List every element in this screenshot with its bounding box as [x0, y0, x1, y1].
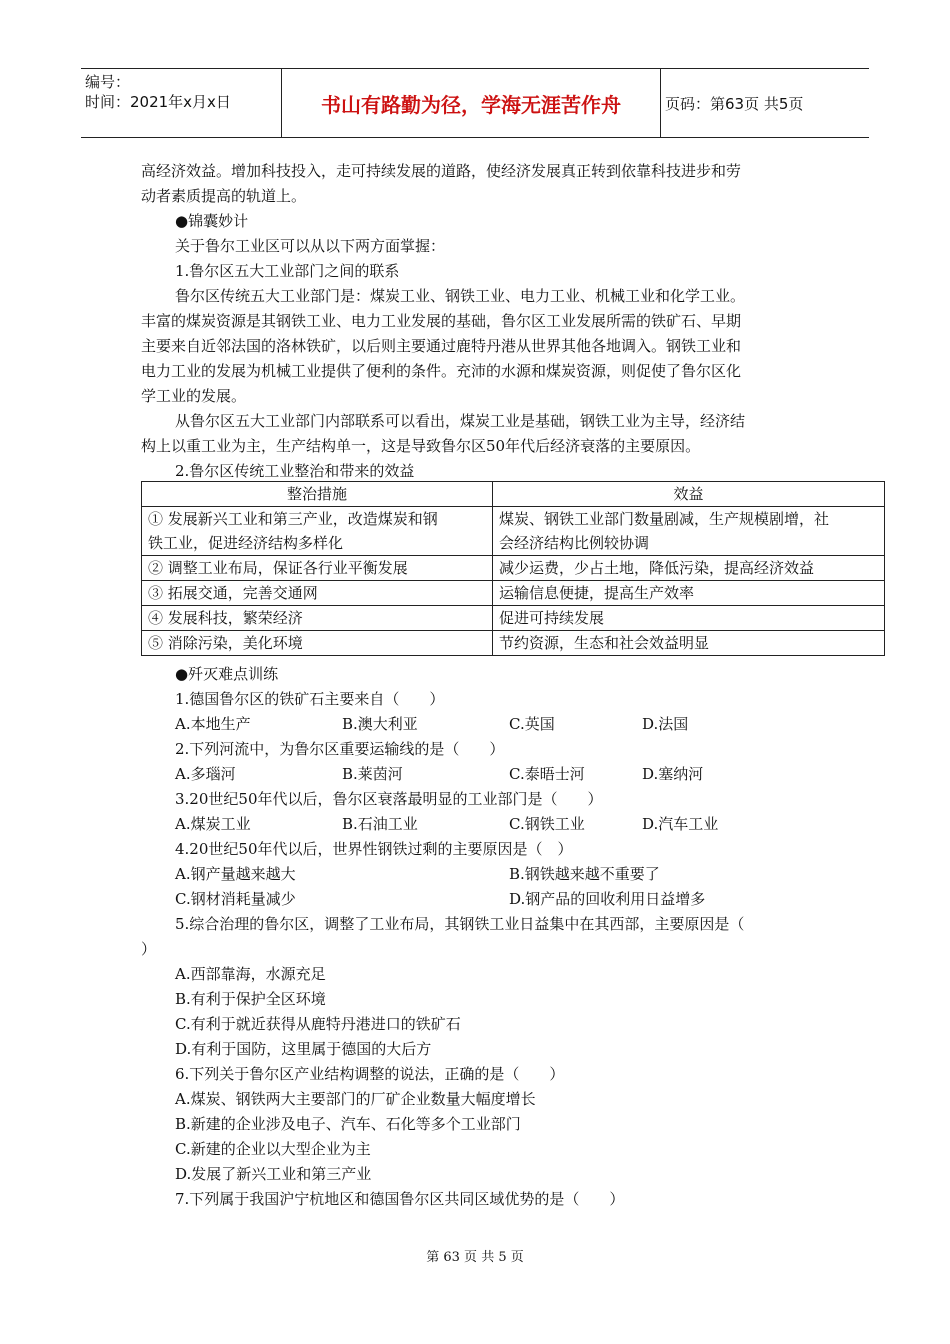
measures-table [141, 481, 885, 656]
table-cell-benefit: 运输信息便捷，提高生产效率 [493, 581, 885, 606]
table-row [142, 606, 885, 631]
subheading: 2.鲁尔区传统工业整治和带来的效益 [175, 462, 415, 480]
section-heading: ●歼灭难点训练 [175, 665, 279, 683]
option-d: D.钢产品的回收利用日益增多 [509, 890, 706, 908]
question-stem: 4.20世纪50年代以后，世界性钢铁过剩的主要原因是（ ） [175, 840, 573, 858]
option-a: A.西部靠海，水源充足 [175, 965, 326, 983]
option-d: D.塞纳河 [642, 765, 704, 783]
table-cell-benefit: 减少运费，少占土地，降低污染，提高经济效益 [493, 556, 885, 581]
option-c: C.泰晤士河 [509, 765, 585, 783]
option-a: A.煤炭、钢铁两大主要部门的厂矿企业数量大幅度增长 [175, 1090, 536, 1108]
table-row [142, 581, 885, 606]
table-header-cell: 效益 [493, 482, 885, 507]
option-d: D.有利于国防，这里属于德国的大后方 [175, 1040, 432, 1058]
table-cell-measure: ② 调整工业布局，保证各行业平衡发展 [142, 556, 493, 581]
time-label: 时间：2021年x月x日 [85, 93, 231, 111]
page-footer: 第 63 页 共 5 页 [426, 1250, 524, 1265]
question-stem: 1.德国鲁尔区的铁矿石主要来自（ ） [175, 690, 445, 708]
paragraph-line: 丰富的煤炭资源是其钢铁工业、电力工业发展的基础，鲁尔区工业发展所需的铁矿石、早期 [141, 312, 742, 330]
option-d: D.法国 [642, 715, 689, 733]
question-stem: 7.下列属于我国沪宁杭地区和德国鲁尔区共同区域优势的是（ ） [175, 1190, 625, 1208]
table-header-row [142, 482, 885, 507]
motto: 书山有路勤为径，学海无涯苦作舟 [281, 69, 661, 137]
table-header-cell: 整治措施 [142, 482, 493, 507]
option-c: C.钢材消耗量减少 [175, 890, 296, 908]
cell-line: ① 发展新兴工业和第三产业，改造煤炭和钢 [148, 510, 438, 528]
question-stem-continuation: ） [141, 940, 157, 958]
paragraph-line: 主要来自近邻法国的洛林铁矿，以后则主要通过鹿特丹港从世界其他各地调入。钢铁工业和 [141, 337, 742, 355]
number-label: 编号： [85, 73, 131, 91]
cell-line: 铁工业，促进经济结构多样化 [148, 534, 344, 552]
subheading: 1.鲁尔区五大工业部门之间的联系 [175, 262, 400, 280]
question-stem: 3.20世纪50年代以后，鲁尔区衰落最明显的工业部门是（ ） [175, 790, 603, 808]
question-stem: 6.下列关于鲁尔区产业结构调整的说法，正确的是（ ） [175, 1065, 565, 1083]
paragraph-line: 动者素质提高的轨道上。 [141, 187, 307, 205]
header-meta [81, 69, 281, 137]
option-b: B.澳大利亚 [342, 715, 418, 733]
option-c: C.英国 [509, 715, 555, 733]
paragraph-line: 鲁尔区传统五大工业部门是：煤炭工业、钢铁工业、电力工业、机械工业和化学工业。 [175, 287, 746, 305]
question-stem: 2.下列河流中，为鲁尔区重要运输线的是（ ） [175, 740, 505, 758]
question-stem: 5.综合治理的鲁尔区，调整了工业布局，其钢铁工业日益集中在其西部，主要原因是（ [175, 915, 745, 933]
table-cell-measure: ④ 发展科技，繁荣经济 [142, 606, 493, 631]
page-label: 页码：第63页 共5页 [665, 95, 804, 113]
cell-line: 煤炭、钢铁工业部门数量剧减，生产规模剧增，社 [499, 510, 830, 528]
table-row [142, 507, 885, 556]
paragraph-line: 高经济效益。增加科技投入，走可持续发展的道路，使经济发展真正转到依靠科技进步和劳 [141, 162, 742, 180]
paragraph-line: 电力工业的发展为机械工业提供了便利的条件。充沛的水源和煤炭资源，则促使了鲁尔区化 [141, 362, 742, 380]
page-header [81, 68, 869, 138]
option-c: C.有利于就近获得从鹿特丹港进口的铁矿石 [175, 1015, 461, 1033]
option-d: D.发展了新兴工业和第三产业 [175, 1165, 372, 1183]
paragraph-line: 从鲁尔区五大工业部门内部联系可以看出，煤炭工业是基础，钢铁工业为主导，经济结 [175, 412, 746, 430]
table-row [142, 556, 885, 581]
option-c: C.钢铁工业 [509, 815, 585, 833]
section-heading: ●锦囊妙计 [175, 212, 249, 230]
table-cell-measure: ③ 拓展交通，完善交通网 [142, 581, 493, 606]
table-row [142, 631, 885, 656]
paragraph-line: 构上以重工业为主，生产结构单一，这是导致鲁尔区50年代后经济衰落的主要原因。 [141, 437, 701, 455]
table-cell-benefit: 节约资源，生态和社会效益明显 [493, 631, 885, 656]
paragraph-line: 学工业的发展。 [141, 387, 247, 405]
option-a: A.本地生产 [175, 715, 251, 733]
option-b: B.莱茵河 [342, 765, 403, 783]
paragraph-line: 关于鲁尔工业区可以从以下两方面掌握： [175, 237, 446, 255]
table-cell-benefit [493, 507, 885, 556]
option-b: B.有利于保护全区环境 [175, 990, 326, 1008]
option-b: B.钢铁越来越不重要了 [509, 865, 660, 883]
table-cell-measure: ⑤ 消除污染，美化环境 [142, 631, 493, 656]
option-a: A.钢产量越来越大 [175, 865, 296, 883]
option-b: B.石油工业 [342, 815, 418, 833]
option-d: D.汽车工业 [642, 815, 719, 833]
option-a: A.多瑙河 [175, 765, 236, 783]
table-cell-benefit: 促进可持续发展 [493, 606, 885, 631]
table-cell-measure [142, 507, 493, 556]
option-b: B.新建的企业涉及电子、汽车、石化等多个工业部门 [175, 1115, 521, 1133]
option-c: C.新建的企业以大型企业为主 [175, 1140, 371, 1158]
cell-line: 会经济结构比例较协调 [499, 534, 650, 552]
option-a: A.煤炭工业 [175, 815, 251, 833]
